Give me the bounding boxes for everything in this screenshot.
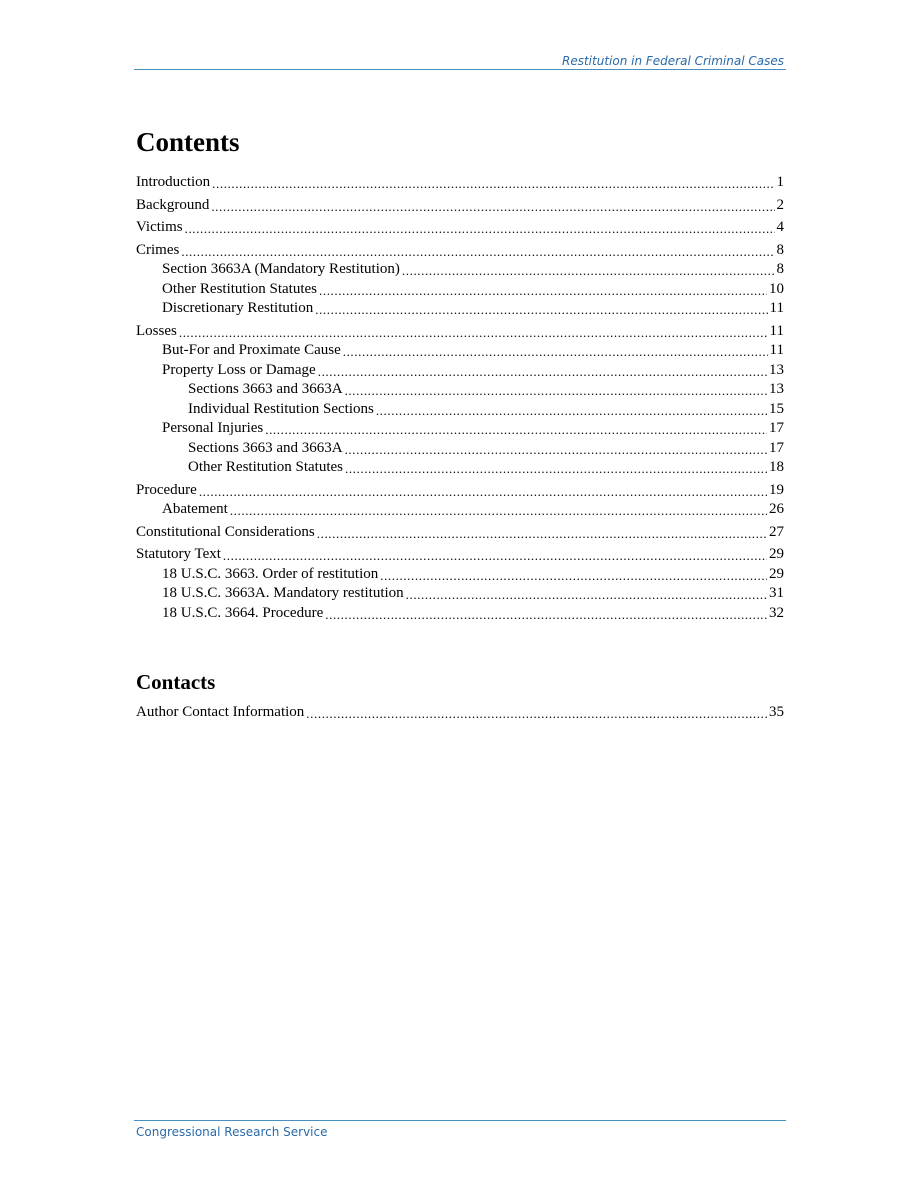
toc-dot-leader xyxy=(211,200,774,215)
toc-entry-page: 19 xyxy=(769,481,784,498)
toc-entry-personal-injuries[interactable] xyxy=(136,419,784,438)
contents-heading: Contents xyxy=(136,127,240,157)
toc-entry-section-3663a[interactable] xyxy=(136,260,784,279)
toc-entry-page: 11 xyxy=(769,322,784,339)
toc-entry-victims[interactable] xyxy=(136,218,784,237)
toc-entry-page: 17 xyxy=(769,420,784,436)
toc-entry-page: 29 xyxy=(769,565,784,582)
toc-entry-author-contact[interactable] xyxy=(136,703,784,722)
toc-entry-individual-restitution-sections[interactable] xyxy=(136,400,784,419)
toc-entry-title: Discretionary Restitution xyxy=(162,300,314,316)
toc-dot-leader xyxy=(179,326,768,341)
footer-publisher: Congressional Research Service xyxy=(136,1125,328,1139)
toc-entry-title: Crimes xyxy=(136,241,180,258)
toc-entry-title: 18 U.S.C. 3664. Procedure xyxy=(162,604,324,621)
toc-entry-page: 13 xyxy=(769,361,784,378)
toc-entry-page: 10 xyxy=(769,280,784,297)
toc-entry-usc-3664[interactable] xyxy=(136,604,784,623)
toc-entry-page: 27 xyxy=(769,523,784,540)
toc-entry-title: Victims xyxy=(136,219,183,235)
toc-entry-title: Losses xyxy=(136,322,177,339)
toc-entry-constitutional-considerations[interactable] xyxy=(136,523,784,542)
toc-dot-leader xyxy=(345,384,767,399)
toc-entry-page: 8 xyxy=(776,241,784,258)
toc-entry-injury-other-statutes[interactable] xyxy=(136,458,784,477)
toc-entry-property-sections-3663[interactable] xyxy=(136,380,784,399)
toc-entry-discretionary-restitution[interactable] xyxy=(136,299,784,318)
toc-entry-title: Property Loss or Damage xyxy=(162,361,316,378)
toc-entry-statutory-text[interactable] xyxy=(136,545,784,564)
toc-dot-leader xyxy=(402,264,775,279)
toc-entry-title: Individual Restitution Sections xyxy=(188,400,374,417)
toc-dot-leader xyxy=(317,527,767,542)
toc-entry-title: Abatement xyxy=(162,501,228,517)
toc-entry-usc-3663[interactable] xyxy=(136,565,784,584)
running-footer xyxy=(134,1120,786,1140)
toc-entry-property-loss[interactable] xyxy=(136,361,784,380)
toc-dot-leader xyxy=(345,443,767,458)
toc-entry-but-for-proximate-cause[interactable] xyxy=(136,341,784,360)
toc-entry-title: Section 3663A (Mandatory Restitution) xyxy=(162,261,400,277)
toc-entry-page: 29 xyxy=(769,546,784,562)
toc-entry-page: 17 xyxy=(769,439,784,456)
toc-entry-abatement[interactable] xyxy=(136,500,784,519)
toc-dot-leader xyxy=(185,222,775,237)
toc-entry-page: 35 xyxy=(769,704,784,720)
toc-entry-page: 32 xyxy=(769,604,784,621)
toc-entry-introduction[interactable] xyxy=(136,173,784,192)
toc-entry-title: 18 U.S.C. 3663A. Mandatory restitution xyxy=(162,585,404,601)
toc-entry-page: 31 xyxy=(769,585,784,601)
toc-entry-page: 2 xyxy=(776,196,784,213)
toc-dot-leader xyxy=(265,423,767,438)
toc-entry-title: Statutory Text xyxy=(136,546,221,562)
toc-entry-page: 8 xyxy=(776,261,784,277)
toc-dot-leader xyxy=(345,462,767,477)
table-of-contents xyxy=(136,173,784,623)
toc-dot-leader xyxy=(380,569,767,584)
contacts-heading: Contacts xyxy=(136,670,216,694)
toc-entry-page: 4 xyxy=(776,219,784,235)
toc-dot-leader xyxy=(306,707,767,722)
toc-entry-title: Author Contact Information xyxy=(136,704,305,720)
toc-entry-page: 18 xyxy=(769,459,784,475)
toc-entry-procedure[interactable] xyxy=(136,481,784,500)
toc-entry-page: 1 xyxy=(776,174,784,190)
toc-entry-injury-sections-3663[interactable] xyxy=(136,439,784,458)
toc-entry-title: Sections 3663 and 3663A xyxy=(188,439,343,456)
toc-entry-title: But-For and Proximate Cause xyxy=(162,342,341,358)
toc-dot-leader xyxy=(343,345,768,360)
toc-dot-leader xyxy=(230,504,767,519)
toc-entry-other-restitution-statutes[interactable] xyxy=(136,280,784,299)
toc-entry-title: 18 U.S.C. 3663. Order of restitution xyxy=(162,565,379,582)
toc-entry-losses[interactable] xyxy=(136,322,784,341)
toc-dot-leader xyxy=(181,245,774,260)
toc-entry-page: 15 xyxy=(769,400,784,417)
toc-entry-title: Sections 3663 and 3663A xyxy=(188,381,343,397)
toc-entry-usc-3663a[interactable] xyxy=(136,584,784,603)
toc-dot-leader xyxy=(212,177,774,192)
toc-entry-title: Other Restitution Statutes xyxy=(188,459,343,475)
toc-entry-background[interactable] xyxy=(136,196,784,215)
toc-dot-leader xyxy=(406,588,767,603)
toc-dot-leader xyxy=(223,549,767,564)
toc-entry-title: Background xyxy=(136,196,210,213)
toc-entry-crimes[interactable] xyxy=(136,241,784,260)
toc-entry-page: 11 xyxy=(769,342,784,358)
running-header xyxy=(134,53,786,70)
toc-entry-title: Personal Injuries xyxy=(162,420,264,436)
toc-dot-leader xyxy=(315,303,767,318)
toc-entry-page: 26 xyxy=(769,501,784,517)
toc-dot-leader xyxy=(376,404,767,419)
toc-entry-page: 13 xyxy=(769,381,784,397)
toc-entry-title: Other Restitution Statutes xyxy=(162,280,317,297)
toc-dot-leader xyxy=(325,608,767,623)
toc-dot-leader xyxy=(319,284,767,299)
toc-dot-leader xyxy=(199,485,767,500)
toc-dot-leader xyxy=(318,365,767,380)
running-header-title: Restitution in Federal Criminal Cases xyxy=(562,54,784,68)
toc-entry-page: 11 xyxy=(769,300,784,316)
toc-entry-title: Constitutional Considerations xyxy=(136,523,315,540)
toc-entry-title: Procedure xyxy=(136,481,197,498)
contacts-list xyxy=(136,703,784,722)
toc-entry-title: Introduction xyxy=(136,174,211,190)
